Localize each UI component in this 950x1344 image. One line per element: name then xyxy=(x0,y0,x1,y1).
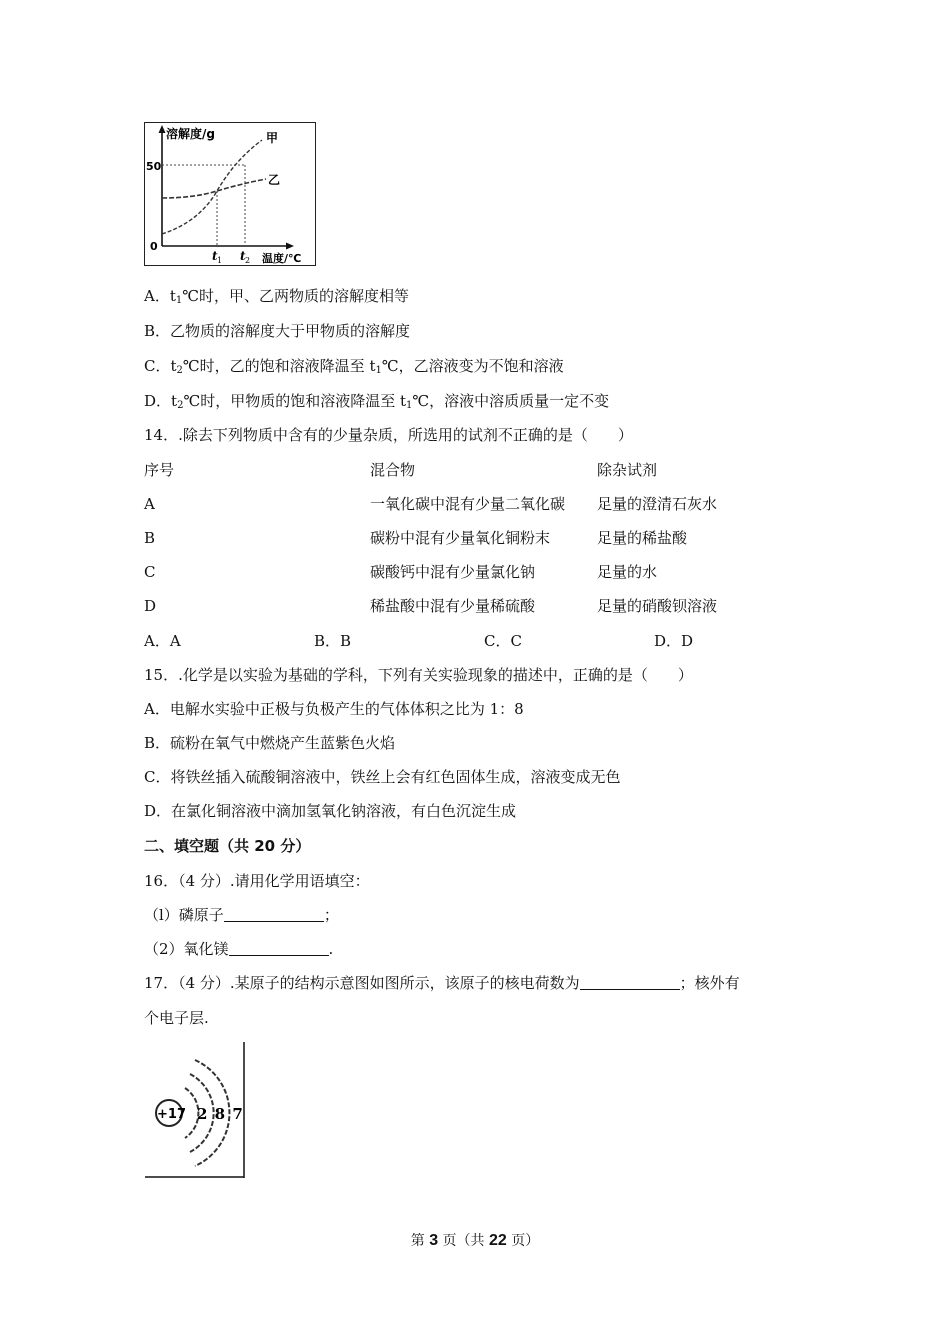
table-row-c-index: C xyxy=(144,563,156,581)
q16-blank-1[interactable] xyxy=(224,907,324,922)
q16-stem: 16．（4 分）.请用化学用语填空： xyxy=(144,872,370,890)
tick-t2: t xyxy=(240,249,246,263)
table-row-c-mixture: 碳酸钙中混有少量氯化钠 xyxy=(370,563,536,581)
q16-blank-2[interactable] xyxy=(229,941,329,956)
q14-option-c[interactable]: C．C xyxy=(484,632,522,650)
q15-option-c[interactable]: C．将铁丝插入硫酸铜溶液中，铁丝上会有红色固体生成，溶液变成无色 xyxy=(144,768,621,786)
q13-option-a[interactable]: A．$t_1℃$时，甲、乙两物质的溶解度相等 xyxy=(144,287,410,306)
q15-stem: 15．.化学是以实验为基础的学科，下列有关实验现象的描述中，正确的是（ ） xyxy=(144,666,693,684)
q15-option-a[interactable]: A．电解水实验中正极与负极产生的气体体积之比为 1：8 xyxy=(144,700,524,718)
table-row-b-reagent: 足量的稀盐酸 xyxy=(597,529,688,547)
origin-label: 0 xyxy=(150,240,158,253)
q13-option-b[interactable]: B．乙物质的溶解度大于甲物质的溶解度 xyxy=(144,322,411,340)
q16-part1: （l）磷原子 ； xyxy=(144,906,339,924)
table-row-d-index: D xyxy=(144,597,157,615)
nucleus-label: +17 xyxy=(157,1107,186,1122)
q15-option-d[interactable]: D．在氯化铜溶液中滴加氢氧化钠溶液，有白色沉淀生成 xyxy=(144,802,517,820)
q14-header-reagent: 除杂试剂 xyxy=(597,461,658,479)
table-row-d-reagent: 足量的硝酸钡溶液 xyxy=(597,597,718,615)
page-number: 3 xyxy=(429,1232,439,1249)
q17-blank-1[interactable] xyxy=(580,975,680,990)
atom-structure-figure xyxy=(143,1040,247,1180)
q14-header-mixture: 混合物 xyxy=(370,461,416,479)
q17-stem: 17．（4 分）.某原子的结构示意图如图所示，该原子的核电荷数为 ；核外有 xyxy=(144,974,740,992)
tick-t1: t xyxy=(212,249,218,263)
q16-part2: （2）氧化镁 . xyxy=(144,940,334,958)
tick-50: 50 xyxy=(146,160,162,173)
table-row-b-mixture: 碳粉中混有少量氧化铜粉末 xyxy=(370,529,551,547)
q13-option-d[interactable]: D．$t_2℃$时，甲物质的饱和溶液降温至 $t_1℃$，溶液中溶质质量一定不变 xyxy=(144,392,610,411)
section-heading: 二、填空题（共 20 分） xyxy=(144,837,311,855)
solubility-figure xyxy=(144,122,316,266)
q13-option-c[interactable]: C．$t_2℃$时，乙的饱和溶液降温至 $t_1℃$，乙溶液变为不饱和溶液 xyxy=(144,357,564,376)
atom-diagram xyxy=(143,1040,247,1180)
x-label: 温度/℃ xyxy=(262,252,302,265)
tick-t2-sub: 2 xyxy=(245,256,251,265)
table-row-d-mixture: 稀盐酸中混有少量稀硫酸 xyxy=(370,597,536,615)
table-row-a-reagent: 足量的澄清石灰水 xyxy=(597,495,718,513)
shell-electrons: 2 8 7 xyxy=(197,1105,244,1123)
q14-header-index: 序号 xyxy=(144,461,175,479)
q14-option-a[interactable]: A．A xyxy=(144,632,181,650)
q15-option-b[interactable]: B．硫粉在氧气中燃烧产生蓝紫色火焰 xyxy=(144,734,396,752)
q14-option-d[interactable]: D．D xyxy=(654,632,694,650)
page-footer: 第 3 页（共 22 页） xyxy=(410,1232,540,1249)
q14-stem: 14．.除去下列物质中含有的少量杂质，所选用的试剂不正确的是（ ） xyxy=(144,426,633,444)
table-row-c-reagent: 足量的水 xyxy=(597,563,658,581)
tick-t1-sub: 1 xyxy=(217,256,223,265)
curve-yi-label: 乙 xyxy=(268,173,281,187)
y-label: 溶解度/g xyxy=(166,127,215,141)
solubility-chart xyxy=(144,122,316,266)
table-row-b-index: B xyxy=(144,529,156,547)
table-row-a-mixture: 一氧化碳中混有少量二氧化碳 xyxy=(370,495,566,513)
q17-line2: 个电子层. xyxy=(144,1009,209,1027)
table-row-a-index: A xyxy=(144,495,155,513)
q14-option-b[interactable]: B．B xyxy=(314,632,352,650)
curve-jia-label: 甲 xyxy=(266,131,279,145)
page-total: 22 xyxy=(489,1232,507,1249)
